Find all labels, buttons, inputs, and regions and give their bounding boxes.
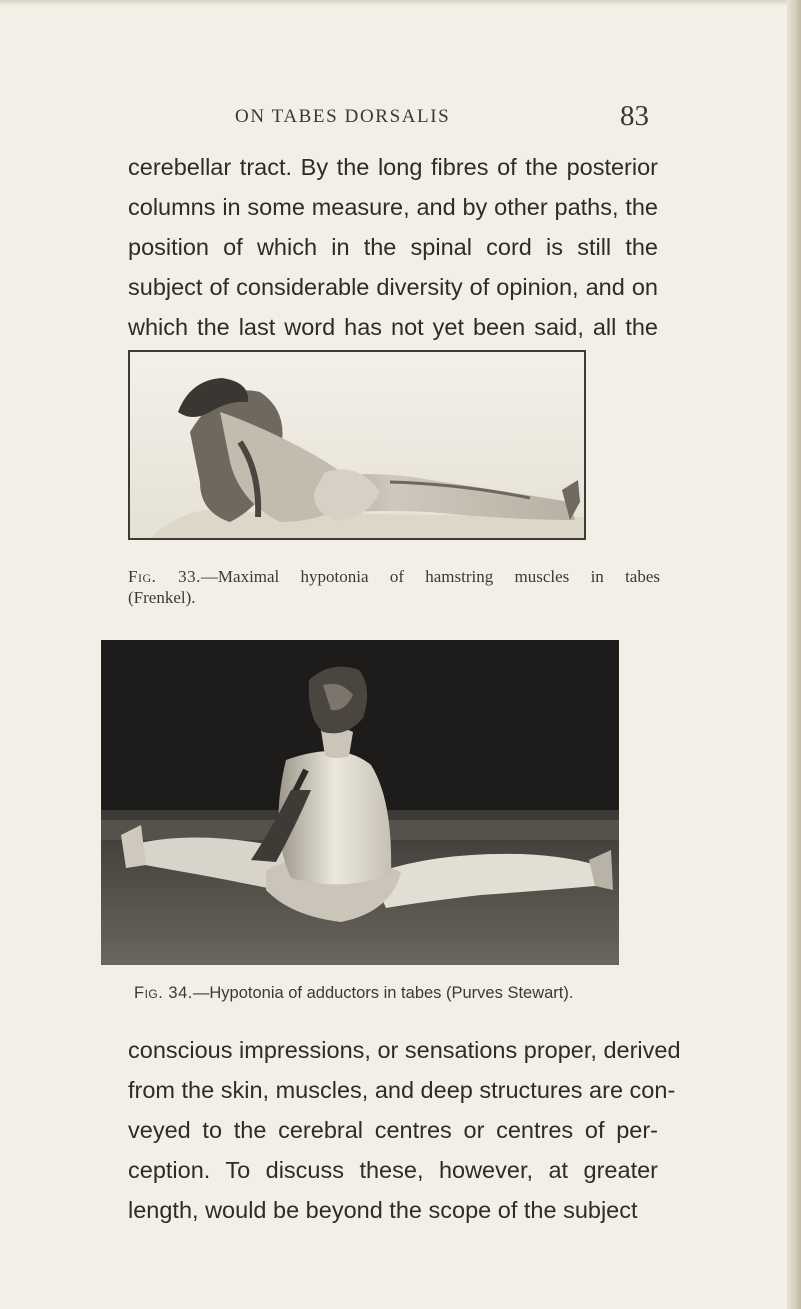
body-text-bottom [128, 1030, 681, 1230]
running-head [0, 100, 801, 136]
figure-33-label: Fig. 33. [128, 567, 201, 586]
body-text-top [128, 147, 658, 347]
figure-33-caption [128, 566, 660, 608]
figure-34-photo [101, 640, 619, 965]
text-line: ception. To discuss these, however, at greater [128, 1157, 658, 1183]
page-number: 83 [620, 100, 649, 132]
page-edge [787, 0, 801, 1309]
text-line: subject of considerable diversity of opinion, and on [128, 274, 658, 300]
text-line: cerebellar tract. By the long fibres of the posterior [128, 154, 658, 180]
running-title: ON TABES DORSALIS [235, 106, 451, 127]
text-line: which the last word has not yet been said, all the [128, 314, 658, 340]
figure-34-caption-text: —Hypotonia of adductors in tabes (Purves Stewart). [192, 984, 574, 1002]
text-line: from the skin, muscles, and deep structures are con- [128, 1077, 676, 1103]
text-line: columns in some measure, and by other paths, the [128, 194, 658, 220]
figure-33-photo [128, 350, 586, 540]
figure-34-caption [134, 983, 666, 1004]
text-line: length, would be beyond the scope of the subject [128, 1197, 638, 1223]
page-top-shadow [0, 0, 801, 6]
figure-34-label: Fig. 34. [134, 984, 193, 1002]
text-line: conscious impressions, or sensations proper, derived [128, 1037, 681, 1063]
figure-33-caption-text: —Maximal hypotonia of hamstring muscles in tabes [200, 567, 660, 586]
text-line: position of which in the spinal cord is still the [128, 234, 658, 260]
text-line: veyed to the cerebral centres or centres of per- [128, 1117, 658, 1143]
figure-33-caption-source: (Frenkel). [128, 588, 196, 607]
